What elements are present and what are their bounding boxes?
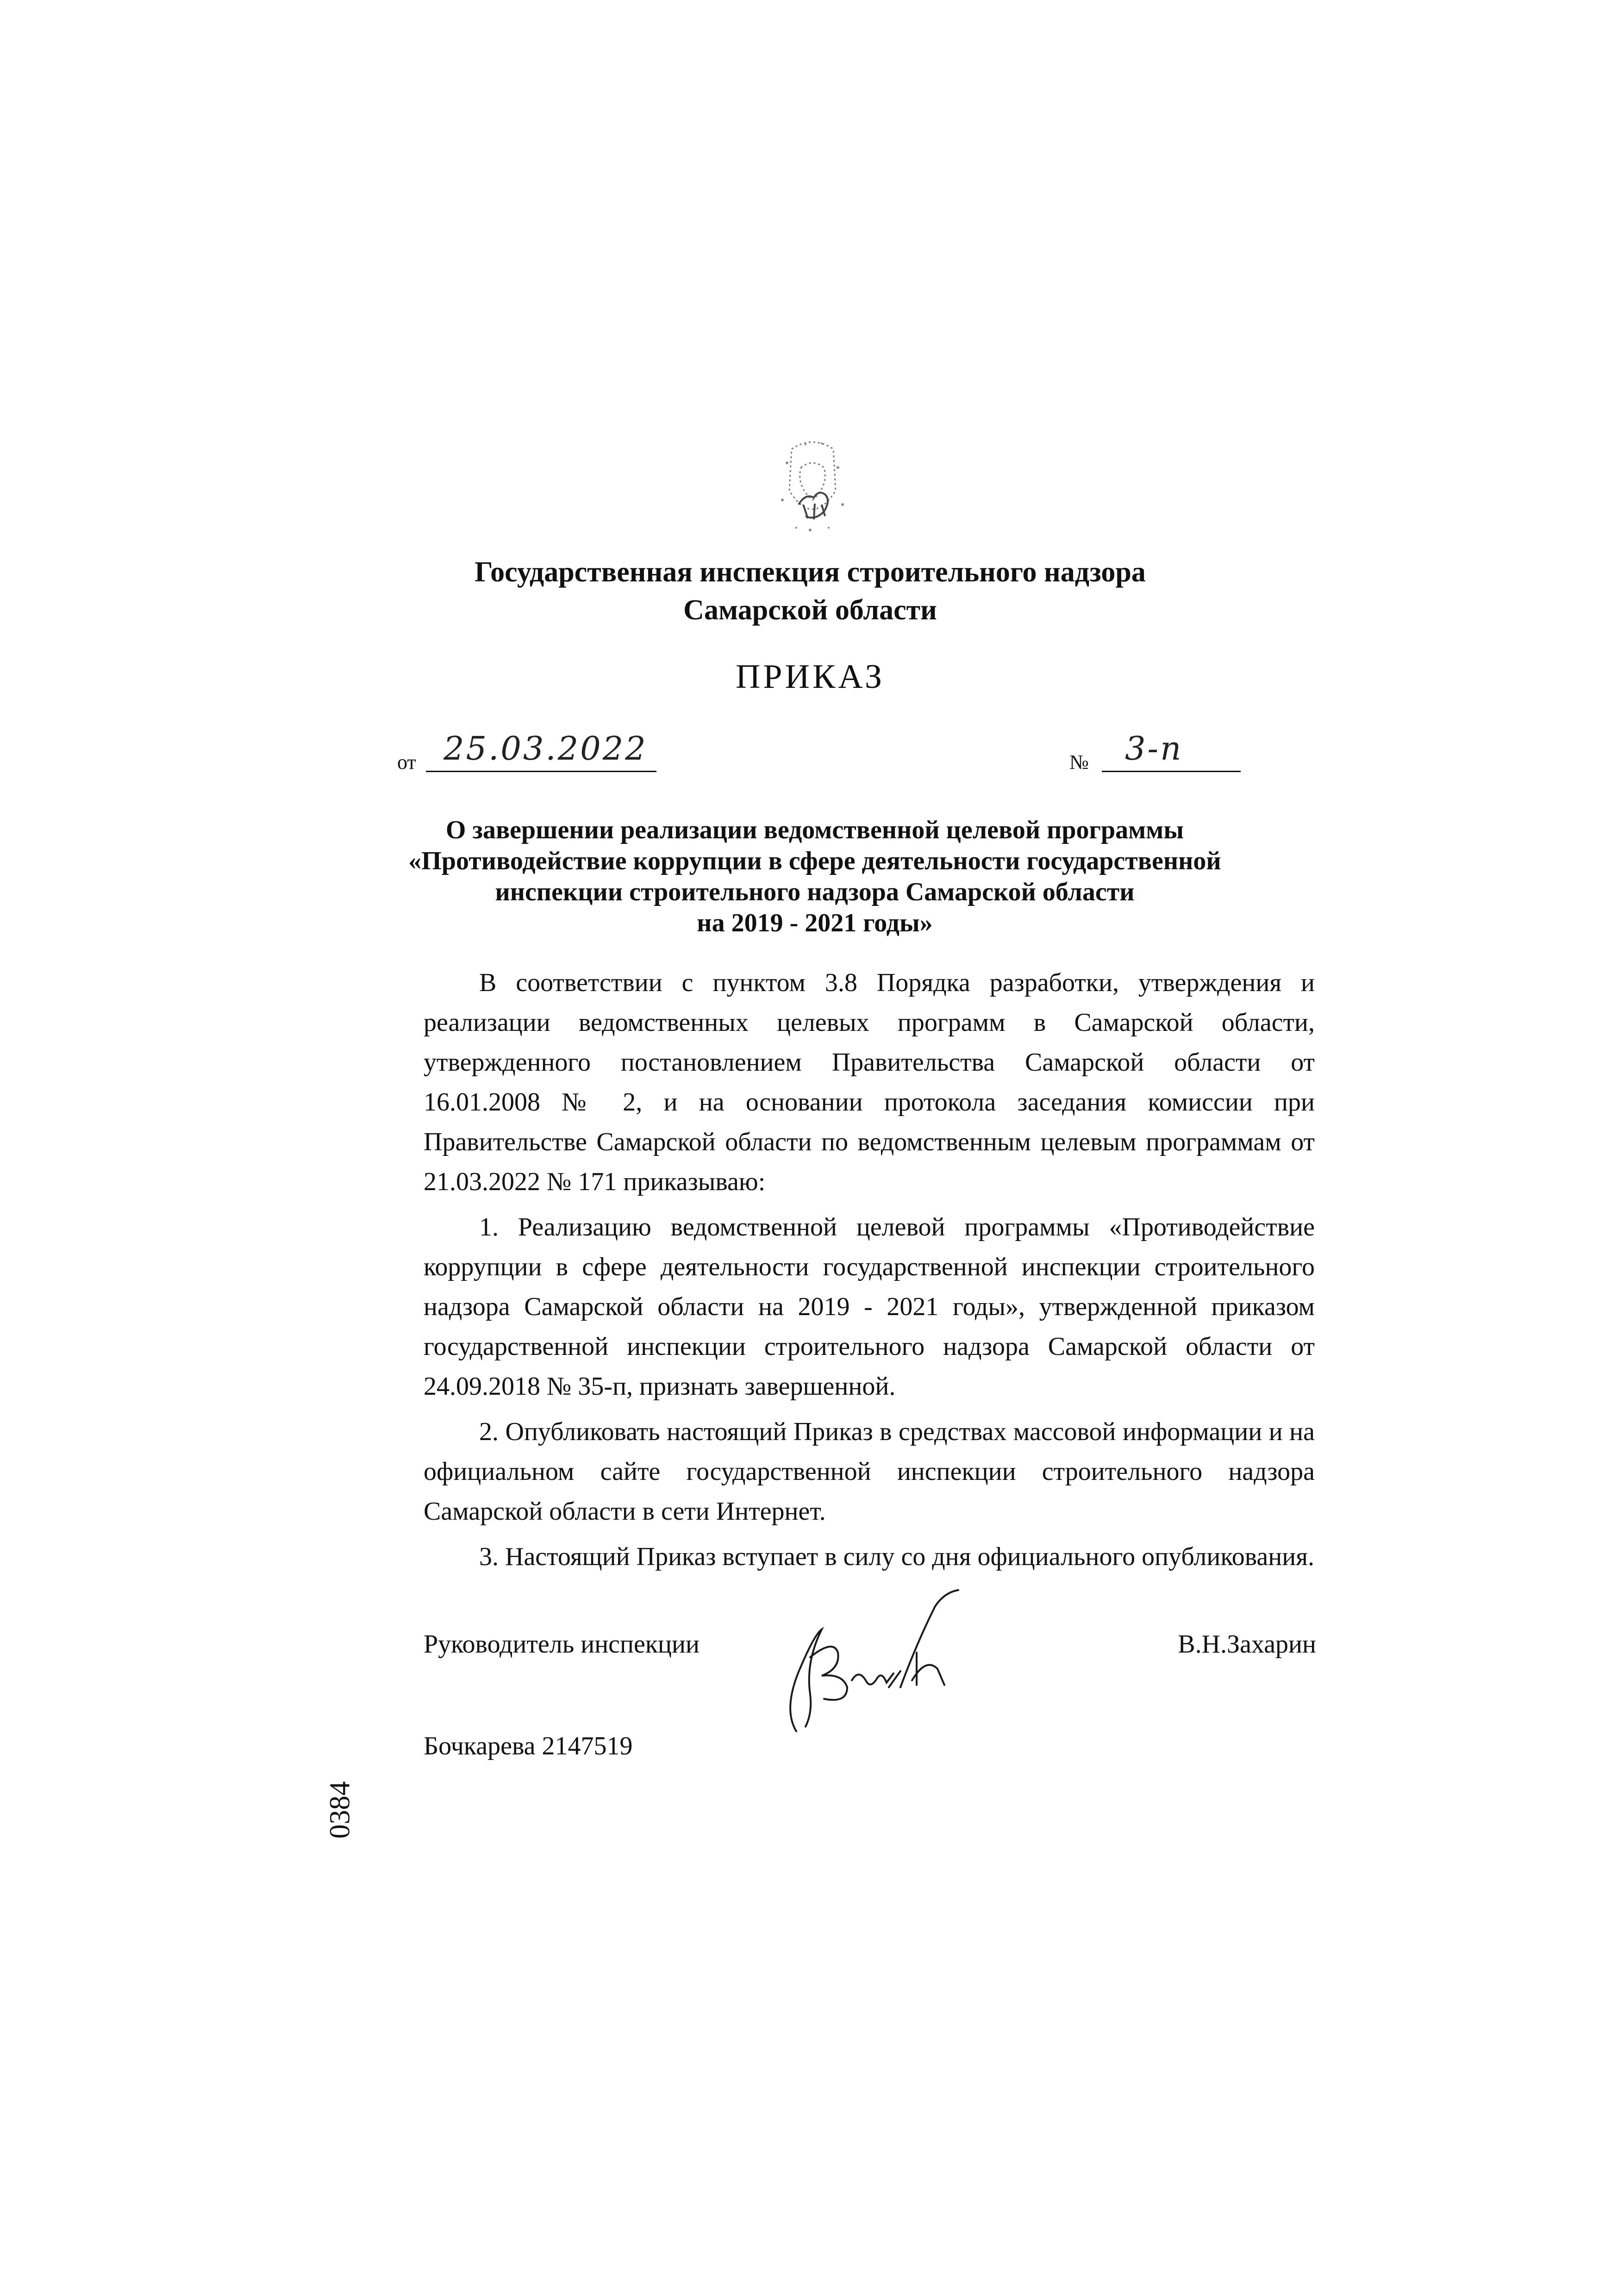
document-subject <box>352 815 1278 939</box>
date-label: от <box>397 751 416 774</box>
registry-number <box>319 1750 361 1870</box>
body-paragraph-item-2: 2. Опубликовать настоящий Приказ в средствах массовой информации и на официальном сайте государственной инспекции строительного надзора Самарской области в сети Интернет. <box>424 1417 1315 1526</box>
number-label: № <box>1069 751 1089 774</box>
number-field <box>1069 727 1241 778</box>
handwritten-signature-icon <box>778 1588 995 1741</box>
document-type-title: ПРИКАЗ <box>735 658 885 696</box>
number-underline <box>1102 771 1241 772</box>
subject-line-2: «Противодействие коррупции в сфере деятельности государственной <box>408 847 1221 875</box>
subject-line-1: О завершении реализации ведомственной целевой программы <box>445 816 1184 844</box>
date-value: 25.03.2022 <box>443 730 648 767</box>
date-underline <box>426 771 656 772</box>
org-name-line-1: Государственная инспекция строительного надзора <box>475 556 1146 588</box>
document-body <box>424 963 1315 1582</box>
date-field <box>397 727 656 778</box>
body-paragraph-item-3: 3. Настоящий Приказ вступает в силу со дня официального опубликования. <box>479 1542 1314 1571</box>
registry-number-text: 0384 <box>324 1781 356 1839</box>
organization-name <box>324 553 1296 629</box>
subject-line-4: на 2019 - 2021 годы» <box>697 909 933 937</box>
number-value: 3-п <box>1125 730 1183 767</box>
subject-line-3: инспекции строительного надзора Самарской области <box>495 878 1135 906</box>
executor-contact: Бочкарева 2147519 <box>424 1732 633 1760</box>
signatory-name: В.Н.Захарин <box>1178 1630 1316 1659</box>
signatory-role: Руководитель инспекции <box>424 1630 700 1659</box>
coat-of-arms-emblem <box>759 435 866 542</box>
org-name-line-2: Самарской области <box>683 594 937 626</box>
body-paragraph-preamble: В соответствии с пунктом 3.8 Порядка разработки, утверждения и реализации ведомственных целевых программ в Самарской области, утвержденного постановлением Правительства Самарской области от 16.01.2008 № 2, и на основании протокола заседания комиссии при Правительстве Самарской области по ведомственным целевым программам от 21.03.2022 № 171 приказываю: <box>424 968 1315 1196</box>
body-paragraph-item-1: 1. Реализацию ведомственной целевой программы «Противодействие коррупции в сфере деятельности государственной инспекции строительного надзора Самарской области на 2019 - 2021 годы», утвержденной приказом государственной инспекции строительного надзора Самарской области от 24.09.2018 № 35-п, признать завершенной. <box>424 1213 1315 1401</box>
